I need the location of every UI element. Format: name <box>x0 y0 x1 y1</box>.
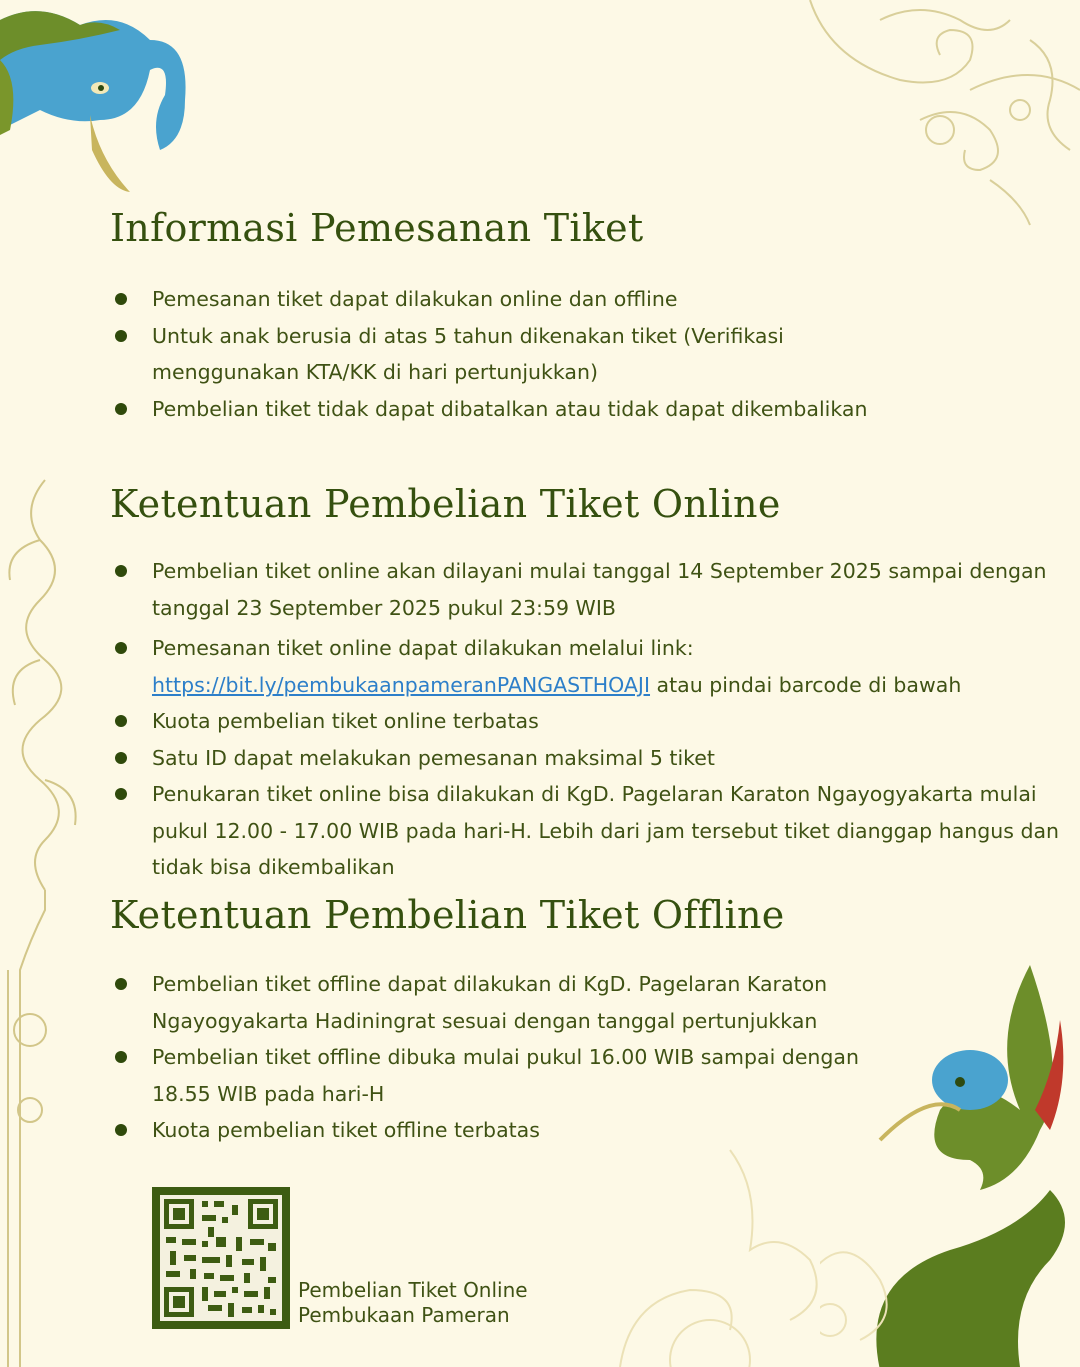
list-informasi-pemesanan <box>110 281 867 427</box>
qr-caption: Pembelian Tiket Online Pembukaan Pameran <box>298 1278 528 1327</box>
list-item: Untuk anak berusia di atas 5 tahun dikenakan tiket (Verifikasi menggunakan KTA/KK di hari pertunjukkan) <box>110 318 867 391</box>
registration-link[interactable]: https://bit.ly/pembukaanpameranPANGASTHOAJI <box>152 672 651 697</box>
list-item: Satu ID dapat melakukan pemesanan maksimal 5 tiket <box>110 740 1059 777</box>
bullet-icon <box>115 642 127 654</box>
qr-code-icon <box>152 1187 290 1329</box>
list-item: Penukaran tiket online bisa dilakukan di KgD. Pagelaran Karaton Ngayogyakarta mulai pukul 12.00 - 17.00 WIB pada hari-H. Lebih dari jam tersebut tiket dianggap hangus dan tidak bisa dikembalikan <box>110 776 1059 886</box>
heading-ketentuan-offline: Ketentuan Pembelian Tiket Offline <box>110 893 785 937</box>
list-ketentuan-offline <box>110 966 859 1149</box>
bird-flora-illustration <box>820 960 1080 1367</box>
elephant-illustration <box>0 0 200 200</box>
bullet-icon <box>115 1051 127 1063</box>
list-item: Kuota pembelian tiket online terbatas <box>110 703 1059 740</box>
bullet-icon <box>115 330 127 342</box>
list-item: Kuota pembelian tiket offline terbatas <box>110 1112 859 1149</box>
bullet-icon <box>115 403 127 415</box>
bullet-icon <box>115 978 127 990</box>
heading-ketentuan-online: Ketentuan Pembelian Tiket Online <box>110 482 781 526</box>
bullet-icon <box>115 752 127 764</box>
list-item: Pembelian tiket online akan dilayani mulai tanggal 14 September 2025 sampai dengan tanggal 23 September 2025 pukul 23:59 WIB <box>110 553 1059 626</box>
floral-scroll-top-right <box>790 0 1080 230</box>
list-item: Pemesanan tiket dapat dilakukan online dan offline <box>110 281 867 318</box>
floral-scroll-left <box>0 470 95 1367</box>
list-item: Pemesanan tiket online dapat dilakukan melalui link: https://bit.ly/pembukaanpameranPANGASTHOAJI atau pindai barcode di bawah <box>110 630 1059 703</box>
list-item: Pembelian tiket offline dapat dilakukan di KgD. Pagelaran Karaton Ngayogyakarta Hadiningrat sesuai dengan tanggal pertunjukkan <box>110 966 859 1039</box>
bullet-icon <box>115 715 127 727</box>
bullet-icon <box>115 1124 127 1136</box>
floral-line-bottom <box>610 1130 850 1367</box>
qr-code[interactable] <box>152 1187 290 1329</box>
bullet-icon <box>115 788 127 800</box>
list-ketentuan-online <box>110 553 1059 886</box>
list-item: Pembelian tiket tidak dapat dibatalkan atau tidak dapat dikembalikan <box>110 391 867 428</box>
bullet-icon <box>115 565 127 577</box>
heading-informasi-pemesanan: Informasi Pemesanan Tiket <box>110 206 644 250</box>
bullet-icon <box>115 293 127 305</box>
list-item: Pembelian tiket offline dibuka mulai pukul 16.00 WIB sampai dengan 18.55 WIB pada hari-H <box>110 1039 859 1112</box>
